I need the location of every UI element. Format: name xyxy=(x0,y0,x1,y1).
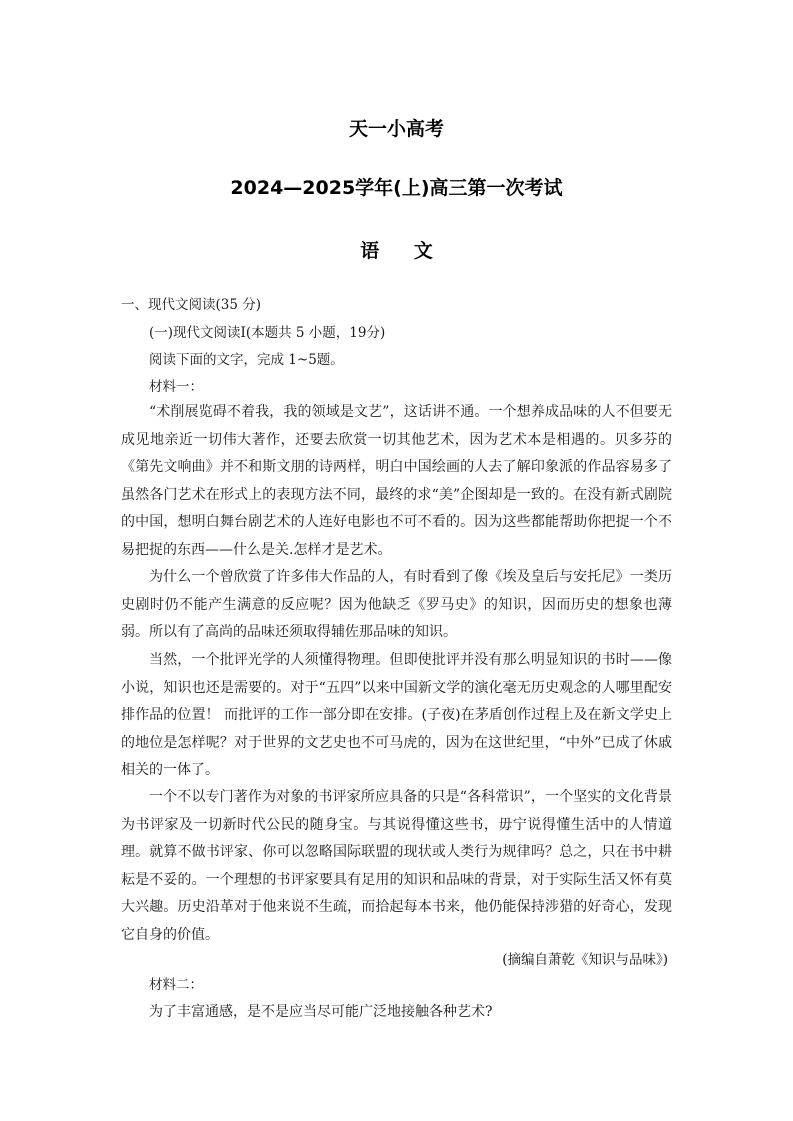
paragraph-3: 当然，一个批评光学的人须懂得物理。但即使批评并没有那么明显知识的书时——像小说，知识也还是需要的。对于“五四”以来中国新文学的演化毫无历史观念的人哪里配安排作品的位置！ 而批评的工作一部分即在安排。(子夜)在茅盾创作过程上及在新文学史上的地位是怎样呢？对于世界的文艺史也不可马虎的，因为在这世纪里，“中外”已成了休戚相关的一体了。 xyxy=(121,652,672,779)
material-one-label: 材料一： xyxy=(149,379,203,395)
paragraph-1: “术削展览碍不着我，我的领域是文艺”，这话讲不通。一个想养成品味的人不但要无成见地亲近一切伟大著作，还要去欣赏一切其他艺术，因为艺术本是相遇的。贝多芬的《第先文响曲》并不和斯文朋的诗两样，明白中国绘画的人去了解印象派的作品容易多了虽然各门艺术在形式上的表现方法不同，最终的求“美”企图却是一致的。在没有新式剧院的中国，想明白舞台剧艺术的人连好电影也不可不看的。因为这些都能帮助你把捉一个不易把捉的东西——什么是关.怎样才是艺术。 xyxy=(121,404,672,558)
paragraph-2: 为什么一个曾欣赏了许多伟大作品的人，有时看到了像《埃及皇后与安托尼》一类历史剧时仍不能产生满意的反应呢？因为他缺乏《罗马史》的知识，因而历史的想象也薄弱。所以有了高尚的品味还须取得辅佐那品味的知识。 xyxy=(121,569,672,641)
material-two-question: 为了丰富通感，是不是应当尽可能广泛地接触各种艺术? xyxy=(149,1004,493,1020)
section-subheading: (一)现代文阅读Ⅰ(本题共 5 小题，19分) xyxy=(149,325,386,341)
section-heading: 一、现代文阅读(35 分) xyxy=(121,297,262,313)
source-citation: (摘编自萧乾《知识与品味》) xyxy=(502,952,668,968)
brand-title: 天一小高考 xyxy=(348,118,444,140)
material-two-label: 材料二： xyxy=(149,977,203,993)
paragraph-4: 一个不以专门著作为对象的书评家所应具备的只是“各科常识”，一个坚实的文化背景为书评家及一切新时代公民的随身宝。与其说得懂这些书，毋宁说得懂生活中的人情道理。就算不做书评家、你可以忽略国际联盟的现状或人类行为规律吗？总之，只在书中耕耘是不妥的。一个理想的书评家要具有足用的知识和品味的背景，对于实际生活又怀有莫大兴趣。历史沿革对于他来说不生疏，而拾起每本书来，他仍能保持涉猎的好奇心，发现它自身的价值。 xyxy=(121,789,672,943)
instruction-text: 阅读下面的文字，完成 1~5题。 xyxy=(149,352,344,368)
subject-title: 语 文 xyxy=(360,240,447,262)
exam-title: 2024—2025学年(上)高三第一次考试 xyxy=(230,177,563,199)
